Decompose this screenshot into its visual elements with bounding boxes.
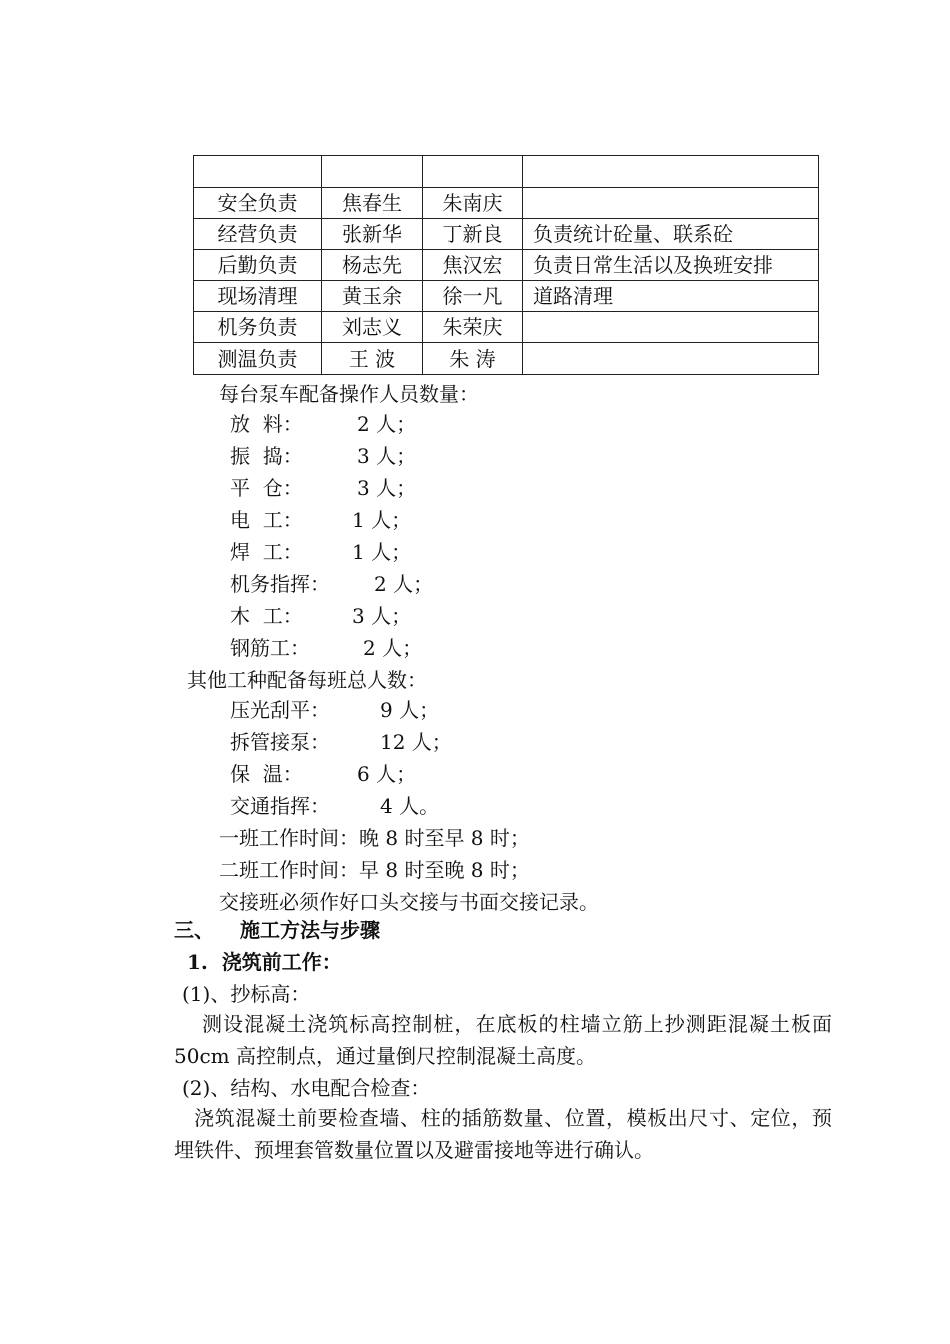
staff-role: 拆管接泵：: [230, 730, 330, 754]
item-one-title: (1)、抄标高：: [182, 982, 311, 1006]
staff-count: 6 人；: [357, 762, 417, 786]
item-two-body: 浇筑混凝土前要检查墙、柱的插筋数量、位置，模板出尺寸、定位，预埋铁件、预埋套管数量位置以及避雷接地等进行确认。: [174, 1106, 832, 1162]
duty-person: 王 波: [322, 343, 423, 375]
duty-role: 机务负责: [194, 312, 322, 343]
duty-note: 负责统计砼量、联系砼: [523, 219, 819, 250]
staff-count: 12 人；: [380, 730, 452, 754]
staff-count: 3 人；: [357, 444, 417, 468]
duty-deputy: 丁新良: [423, 219, 523, 250]
staff-role: 放 料：: [230, 412, 303, 436]
item-one-body: 测设混凝土浇筑标高控制桩，在底板的柱墙立筋上抄测距混凝土板面 50cm 高控制点，通过量倒尺控制混凝土高度。: [174, 1012, 832, 1068]
duty-note: [523, 312, 819, 343]
duty-person: 刘志义: [322, 312, 423, 343]
duty-role: [194, 156, 322, 188]
duty-deputy: [423, 156, 523, 188]
staff-role: 压光刮平：: [230, 698, 330, 722]
table-row: [194, 312, 819, 343]
staff-role: 钢筋工：: [230, 636, 310, 660]
staff-count: 9 人；: [380, 698, 440, 722]
staff-count: 1 人；: [352, 508, 412, 532]
duty-person: [322, 156, 423, 188]
staff-count: 1 人；: [352, 540, 412, 564]
staff-role: 保 温：: [230, 762, 303, 786]
duty-person: 黄玉余: [322, 281, 423, 312]
duty-role: 测温负责: [194, 343, 322, 375]
staff-role: 机务指挥：: [230, 572, 330, 596]
duty-person: 焦春生: [322, 188, 423, 219]
staff-count: 4 人。: [380, 794, 440, 818]
duty-note: 负责日常生活以及换班安排: [523, 250, 819, 281]
table-row: [194, 156, 819, 188]
duty-role: 现场清理: [194, 281, 322, 312]
duty-deputy: 朱 涛: [423, 343, 523, 375]
table-row: [194, 281, 819, 312]
duty-note: 道路清理: [523, 281, 819, 312]
staff-role: 焊 工：: [230, 540, 303, 564]
duty-note: [523, 188, 819, 219]
duty-person: 张新华: [322, 219, 423, 250]
staff-count: 2 人；: [363, 636, 423, 660]
table-row: [194, 250, 819, 281]
duty-note: [523, 343, 819, 375]
table-row: [194, 343, 819, 375]
table-row: [194, 219, 819, 250]
duty-role: 安全负责: [194, 188, 322, 219]
duty-deputy: 朱荣庆: [423, 312, 523, 343]
duty-table: [193, 155, 819, 375]
shift-two: 二班工作时间：早 8 时至晚 8 时；: [219, 858, 530, 882]
other-staff-heading: 其他工种配备每班总人数：: [187, 668, 427, 692]
duty-role: 经营负责: [194, 219, 322, 250]
staff-role: 振 捣：: [230, 444, 303, 468]
staff-role: 电 工：: [230, 508, 303, 532]
staff-role: 交通指挥：: [230, 794, 330, 818]
staff-count: 3 人；: [357, 476, 417, 500]
staff-role: 木 工：: [230, 604, 303, 628]
duty-deputy: 焦汉宏: [423, 250, 523, 281]
staff-count: 2 人；: [357, 412, 417, 436]
duty-role: 后勤负责: [194, 250, 322, 281]
duty-note: [523, 156, 819, 188]
pump-staff-heading: 每台泵车配备操作人员数量：: [219, 382, 479, 406]
staff-count: 3 人；: [352, 604, 412, 628]
shift-one: 一班工作时间：晚 8 时至早 8 时；: [219, 826, 530, 850]
handover-note: 交接班必须作好口头交接与书面交接记录。: [219, 890, 599, 914]
subsection-title: 1. 浇筑前工作：: [187, 950, 342, 974]
duty-deputy: 徐一凡: [423, 281, 523, 312]
duty-person: 杨志先: [322, 250, 423, 281]
section-title: 施工方法与步骤: [240, 918, 380, 942]
table-row: [194, 188, 819, 219]
duty-deputy: 朱南庆: [423, 188, 523, 219]
section-number: 三、: [174, 918, 214, 942]
staff-count: 2 人；: [374, 572, 434, 596]
item-two-title: (2)、结构、水电配合检查：: [182, 1076, 431, 1100]
staff-role: 平 仓：: [230, 476, 303, 500]
